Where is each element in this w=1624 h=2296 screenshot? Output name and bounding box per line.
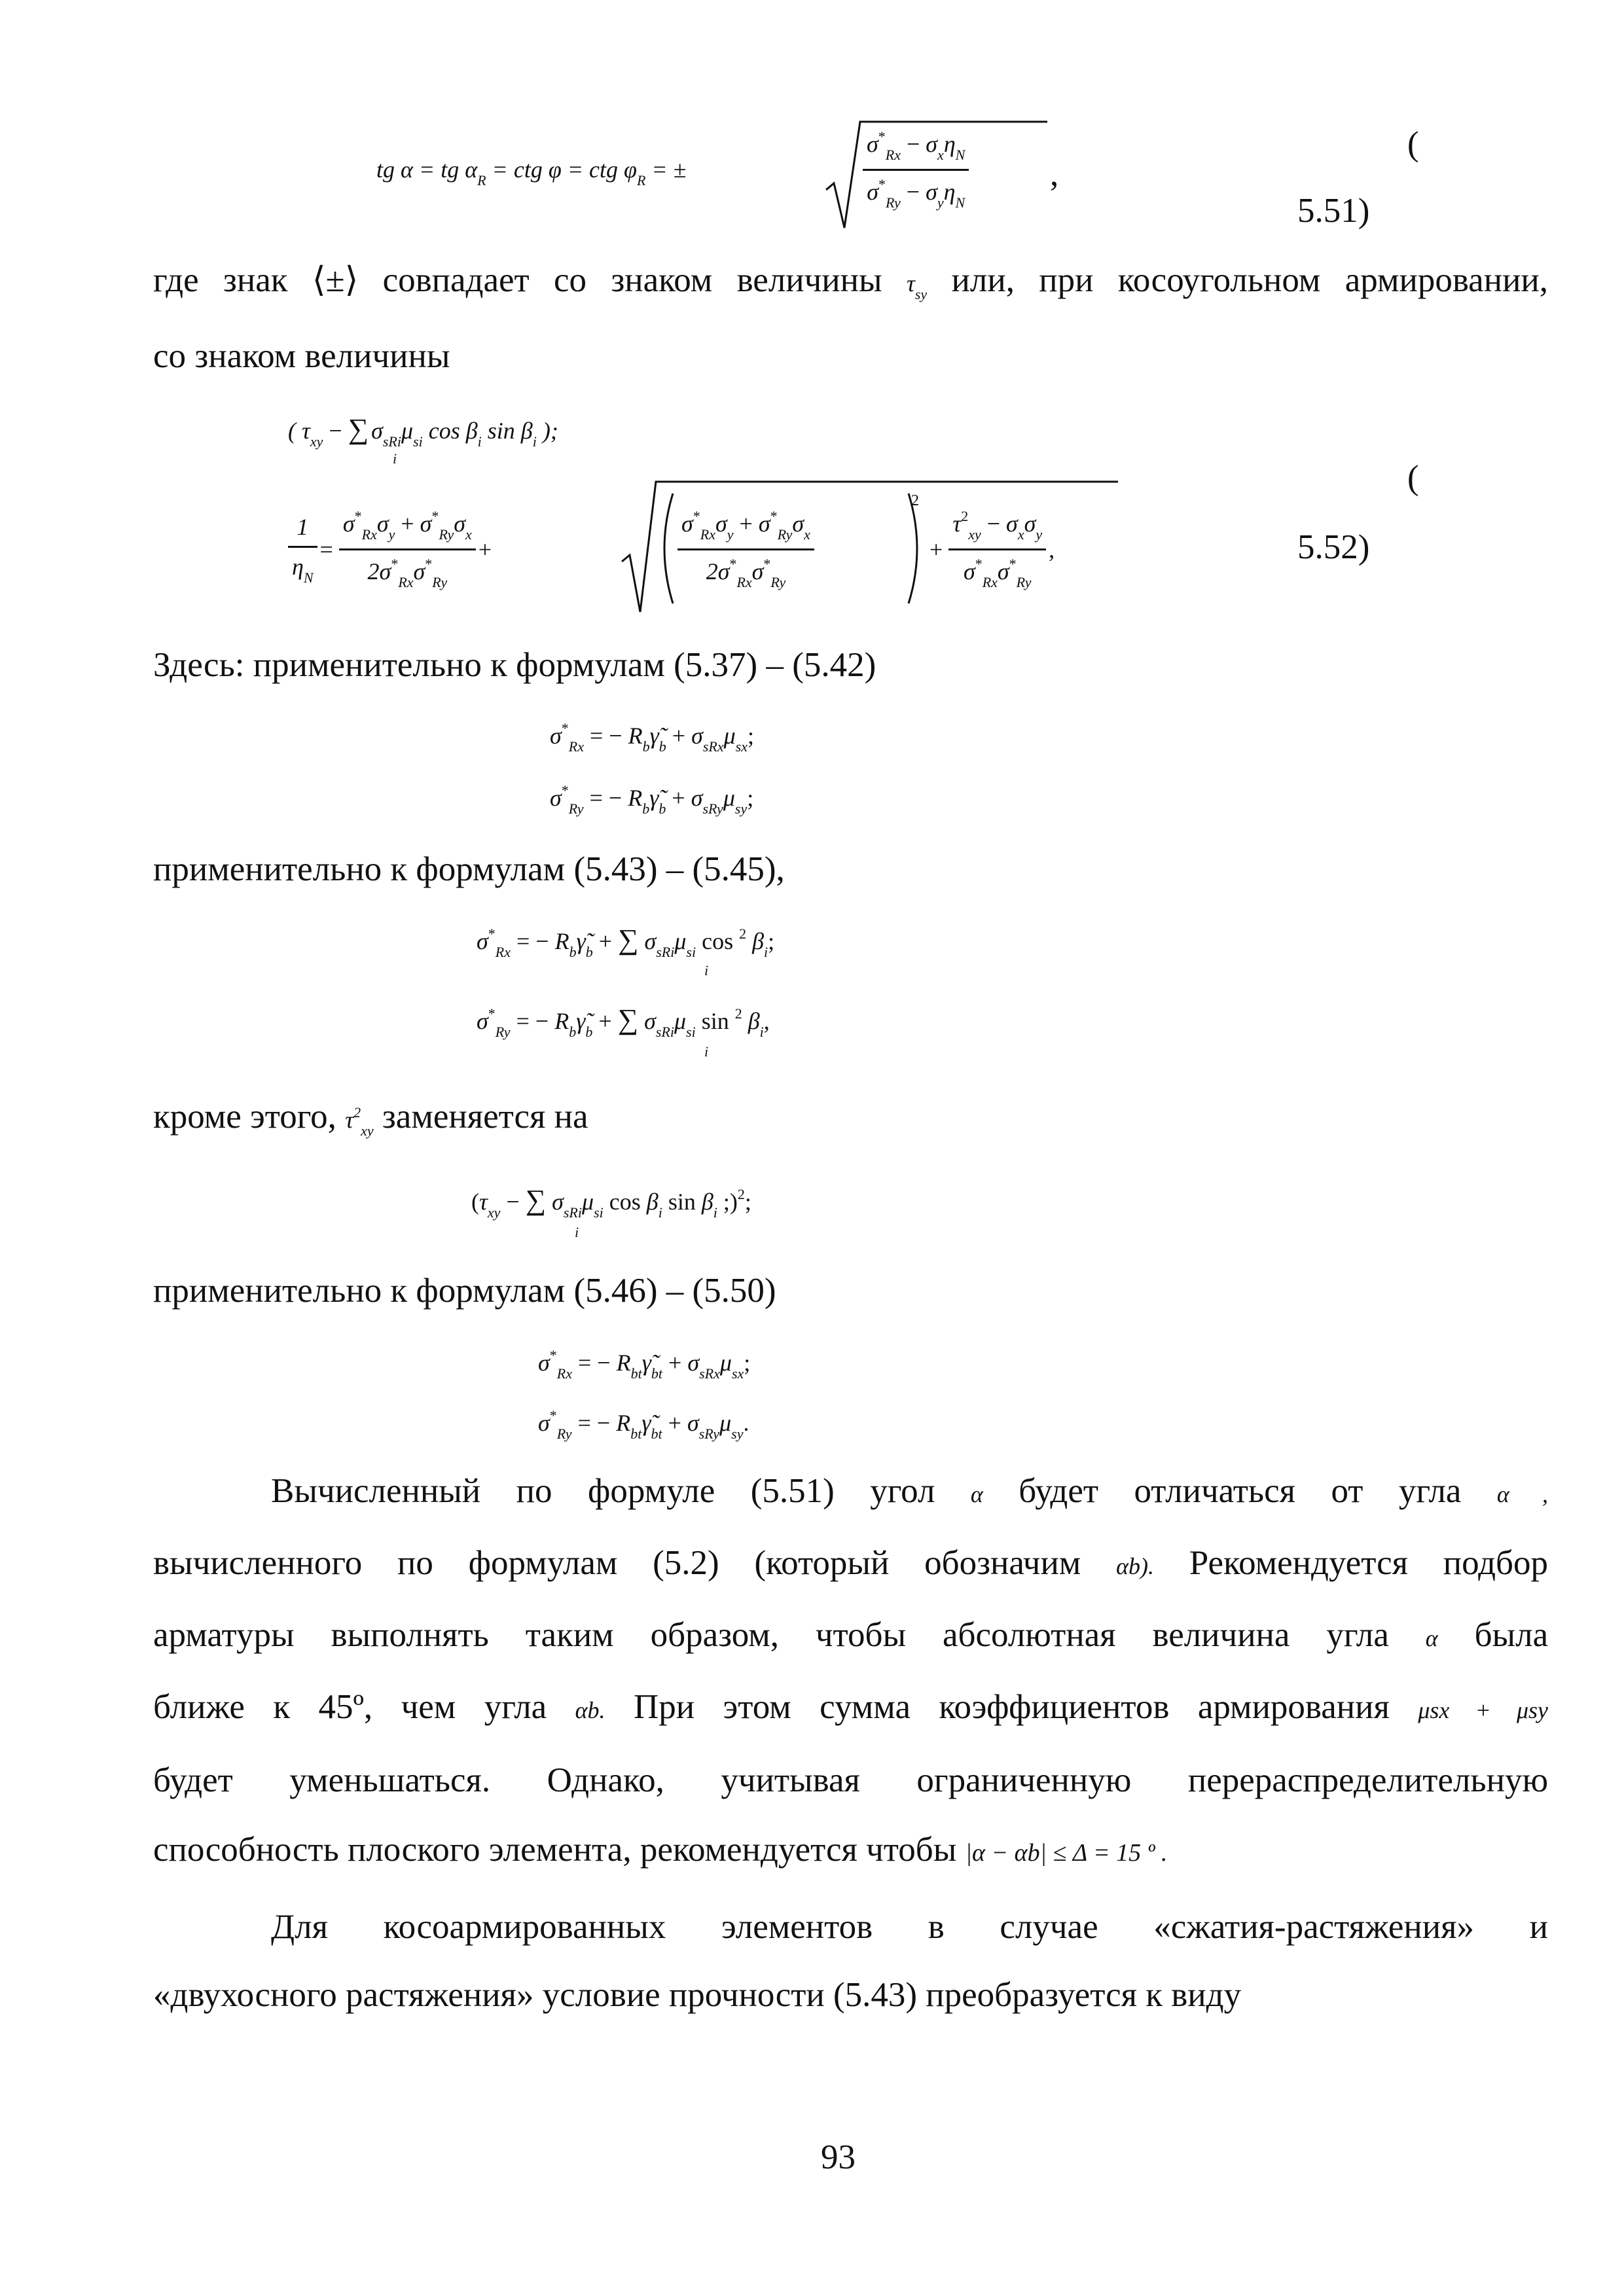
eq552-lhs-num: 1 (288, 513, 317, 548)
eq552-term3: + $\frac{\tau^2_{xy} - \sigma_x\sigma_y}{\sigma^*_{Rx}\sigma^*_{Ry}}$ , (929, 508, 1055, 590)
eq552-square: 2 (911, 492, 919, 509)
eq551-numerator: $\sigma^*_{Rx} - \sigma_x\eta_N$ (863, 128, 969, 171)
eq552-term2 (677, 508, 814, 591)
angle-pm: ⟨±⟩ (312, 261, 359, 299)
eq552-number: 5.52) (1297, 528, 1370, 566)
para2-line-2: «двухосного растяжения» условие прочности (5.43) преобразуется к виду (153, 1976, 1242, 2014)
eq552-term3-num: $\tau^2_{xy} - \sigma_x\sigma_y$ (948, 508, 1046, 550)
text-apply-5-43-5-45: применительно к формулам (5.43) – (5.45), (153, 850, 785, 888)
page-number: 93 (821, 2138, 856, 2176)
para1-line-6: способность плоского элемента, рекомендуется чтобы |α − αb| ≤ Δ = 15 º . (153, 1831, 1168, 1869)
eq-b1: σ*Rx = − Rbγ̃b + ∑ σsRiμsi cos 2 βi; (477, 924, 775, 960)
eq-d1: σ*Rx = − Rbtγ̃bt + σsRxμsx; (538, 1347, 751, 1382)
eq-b2: σ*Ry = − Rbγ̃b + ∑ σsRiμsi sin 2 βi, (477, 1003, 770, 1040)
eq552-term2-den: $2\sigma^*_{Rx}\sigma^*_{Ry}$ (706, 556, 786, 590)
para2-line-1: Для косоармированных элементов в случае «сжатия-растяжения» и (271, 1908, 1549, 1946)
text-here-5-37-5-42: Здесь: применительно к формулам (5.37) – (5.42) (153, 646, 876, 684)
eq551-number: 5.51) (1297, 192, 1370, 230)
eq552-paren: ( (1407, 459, 1419, 497)
para1-line-3: арматуры выполнять таким образом, чтобы абсолютная величина угла α была (153, 1616, 1549, 1654)
equation-5-52: $\frac{1}{\eta_N}$ = $\frac{\sigma^*_{Rx}\sigma_y + \sigma^*_{Ry}\sigma_x}{2\sigma^*_{Rx}\sigma^*_{Ry}}$ + (288, 508, 492, 591)
eq552-term3-den: $\sigma^*_{Rx}\sigma^*_{Ry}$ (963, 556, 1032, 590)
eq551-paren: ( (1407, 125, 1419, 163)
eq552-lhs-den: $\eta_N$ (292, 553, 314, 586)
equation-5-51 (376, 156, 686, 189)
eq-a2: σ*Ry = − Rbγ̃b + σsRyμsy; (550, 782, 754, 817)
eq-b2-index: i (704, 1043, 709, 1060)
sum-index-i: i (393, 450, 397, 467)
eq552-term2-num: $\sigma^*_{Rx}\sigma_y + \sigma^*_{Ry}\sigma_x$ (677, 508, 814, 550)
text-besides: кроме этого, $\tau^2_{xy}$ заменяется на (153, 1098, 588, 1139)
para1-line-2: вычисленного по формулам (5.2) (который обозначим αb). Рекомендуется подбор (153, 1544, 1549, 1582)
eq552-term1-num: $\sigma^*_{Rx}\sigma_y + \sigma^*_{Ry}\sigma_x$ (339, 508, 476, 550)
angle-deviation-condition: |α − αb| ≤ Δ = 15 º . (965, 1839, 1168, 1867)
para1-line-5: будет уменьшаться. Однако, учитывая ограниченную перераспределительную (153, 1761, 1549, 1799)
tau-sy: $\tau_{sy}$ (906, 270, 928, 302)
text-line-sign-of-value: со знаком величины (153, 337, 450, 375)
para1-line-4: ближе к 45º, чем угла αb. При этом сумма коэффициентов армирования μsx + μsy (153, 1688, 1549, 1726)
eq551-lhs: tg α = tg $\alpha_R$ = ctg φ = ctg $\varphi_R$ = ± (376, 156, 687, 188)
eq-b1-index: i (704, 962, 709, 978)
text-line-sign-rule: где знак ⟨±⟩ совпадает со знаком величины $\tau_{sy}$ или, при косоугольном армировании, (153, 261, 1549, 302)
expr-before-5-52: ( τxy − ∑ σsRiμsi cos βi sin βi ); (288, 413, 558, 450)
eq551-comma: , (1050, 155, 1059, 193)
eq-a1: σ*Rx = − Rbγ̃b + σsRxμsx; (550, 720, 755, 755)
para1-line-1: Вычисленный по формуле (5.51) угол α будет отличаться от угла α , (271, 1472, 1549, 1510)
eq551-fraction (863, 128, 969, 211)
eq552-term1-den: $2\sigma^*_{Rx}\sigma^*_{Ry}$ (367, 556, 448, 590)
eq551-denominator: $\sigma^*_{Ry} - \sigma_y\eta_N$ (867, 176, 965, 211)
expr-c-index: i (575, 1224, 579, 1240)
expr-c: (τxy − ∑ σsRiμsi cos βi sin βi ;)2; (471, 1184, 751, 1221)
text-apply-5-46-5-50: применительно к формулам (5.46) – (5.50) (153, 1272, 776, 1310)
eq-d2: σ*Ry = − Rbtγ̃bt + σsRyμsy. (538, 1407, 749, 1442)
